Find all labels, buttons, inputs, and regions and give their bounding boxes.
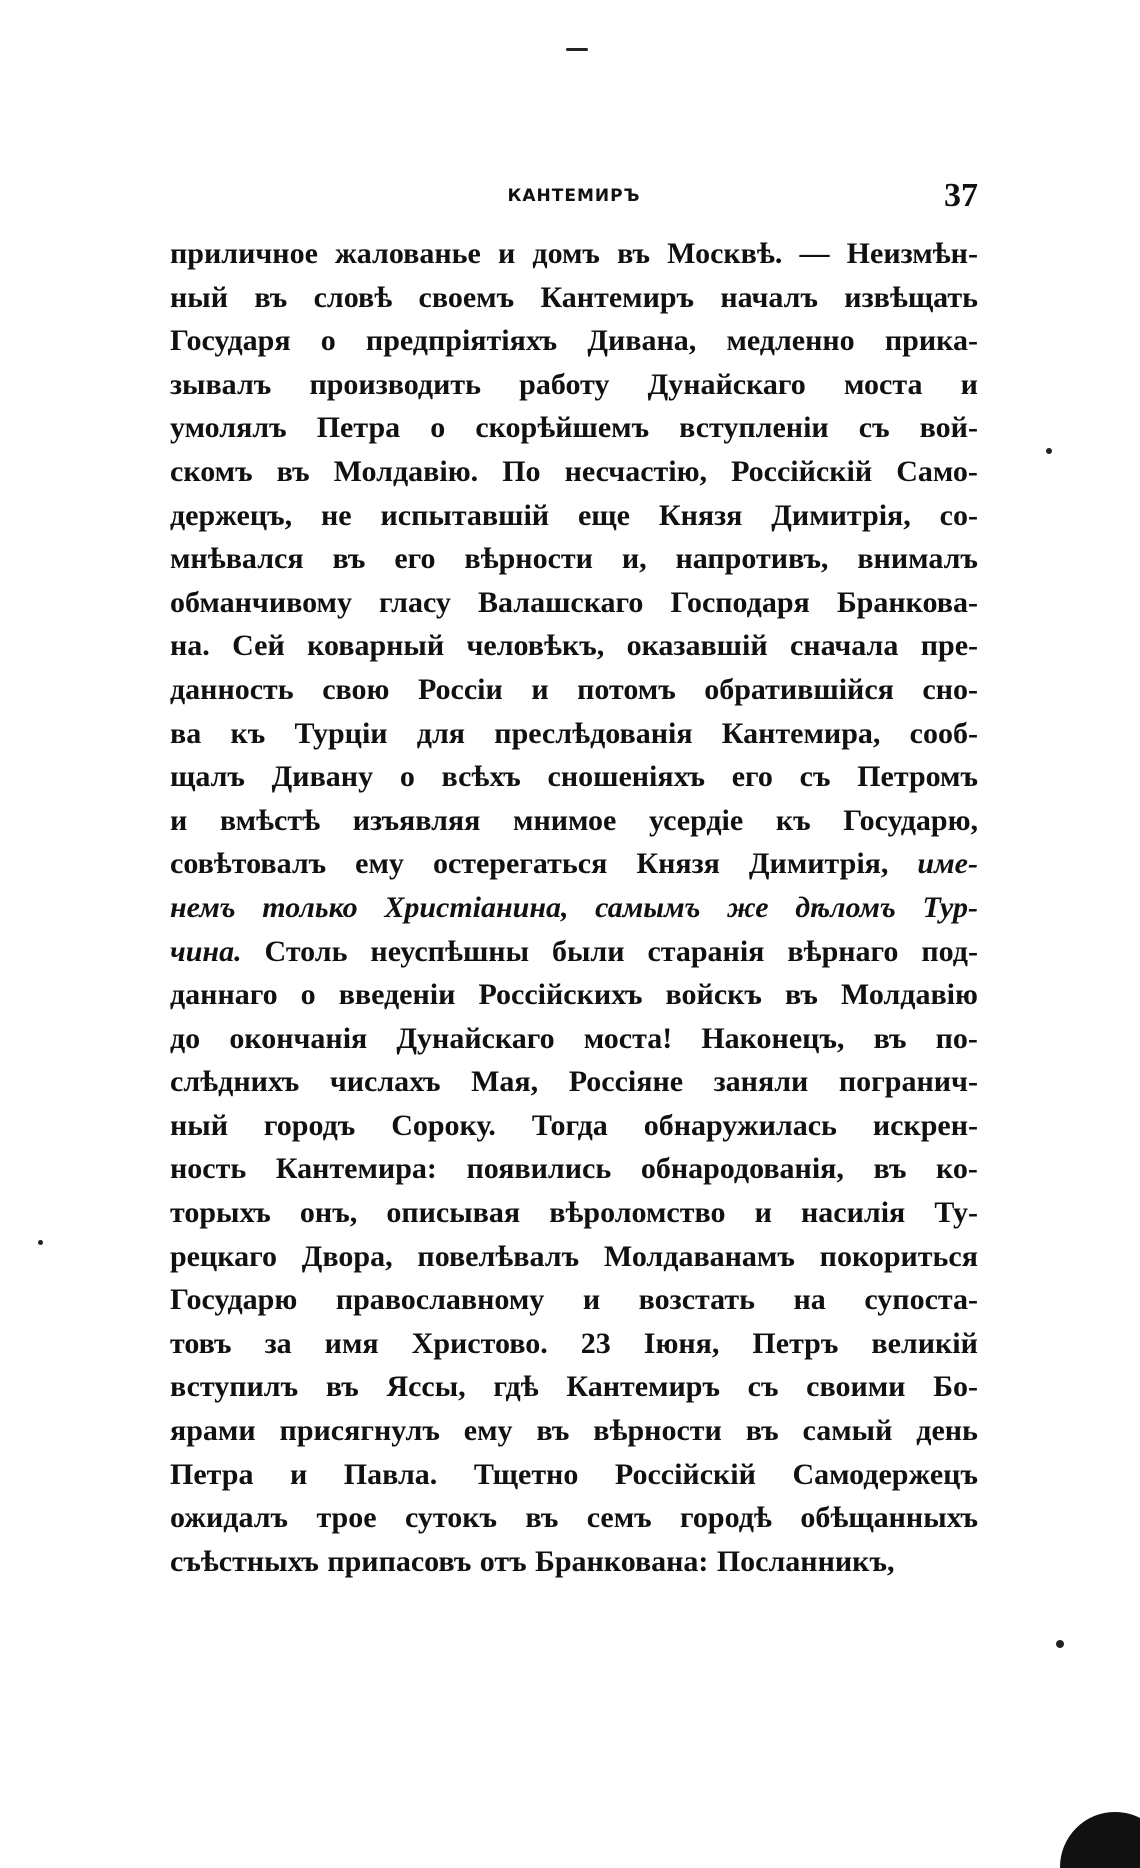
word: обратившійся	[704, 672, 894, 706]
word: зывалъ	[170, 367, 272, 401]
word: немъ	[170, 890, 236, 924]
word: присягнулъ	[279, 1414, 440, 1448]
text-line	[170, 1322, 978, 1366]
text-line	[170, 1191, 978, 1235]
word: коварный	[307, 629, 445, 663]
text-line	[170, 973, 978, 1017]
text-line	[170, 1104, 978, 1148]
word: торыхъ	[170, 1196, 271, 1230]
scan-speck	[1046, 448, 1052, 454]
word: за	[264, 1326, 292, 1360]
word: съѣстныхъ	[170, 1544, 319, 1578]
word: въ	[276, 454, 310, 488]
word: ожидалъ	[170, 1501, 289, 1535]
word: сначала	[789, 629, 899, 663]
word: Іюня,	[643, 1326, 720, 1360]
word: со-	[939, 498, 978, 532]
word: Неизмѣн-	[846, 237, 978, 270]
word: обнародованія,	[640, 1152, 844, 1186]
word: пре-	[920, 629, 978, 663]
word: Бранкова-	[836, 585, 978, 619]
word: въ	[332, 542, 366, 576]
word: Тогда	[531, 1108, 608, 1142]
word: ему	[355, 847, 404, 881]
text-line	[170, 668, 978, 712]
word: супоста-	[864, 1283, 978, 1317]
word: самымъ	[595, 890, 701, 924]
word: въ	[873, 1021, 907, 1055]
word: Петра	[170, 1457, 254, 1491]
word: о	[399, 760, 415, 794]
word: Молдавію	[840, 978, 978, 1012]
word: свою	[322, 672, 390, 706]
word: Двора,	[301, 1239, 393, 1273]
word: вѣрности	[464, 542, 593, 576]
word: онъ,	[299, 1196, 358, 1230]
word: въ	[784, 978, 818, 1012]
word: Россійскій	[614, 1457, 756, 1491]
word: Государю	[170, 1283, 298, 1317]
word: насилія	[801, 1196, 906, 1230]
word: Молдавію.	[333, 454, 479, 488]
word: съ	[858, 411, 890, 445]
word: о	[300, 978, 316, 1012]
word: въ	[325, 1370, 359, 1404]
word: Яссы,	[386, 1370, 466, 1404]
word: день	[916, 1414, 978, 1448]
word: Христово.	[411, 1326, 548, 1360]
word: Самодержецъ	[792, 1457, 978, 1491]
word: моста	[844, 367, 923, 401]
word: вступилъ	[170, 1370, 299, 1404]
word: ему	[463, 1414, 513, 1448]
word: несчастію,	[564, 454, 708, 488]
word: данность	[170, 672, 294, 706]
word: ность	[170, 1152, 247, 1186]
word: его	[731, 760, 773, 794]
word: для	[416, 716, 466, 750]
word: товъ	[170, 1326, 232, 1360]
word: на	[793, 1283, 826, 1317]
page-number: 37	[944, 177, 978, 214]
word: Россійскій	[731, 454, 873, 488]
word: вмѣстѣ	[219, 803, 321, 837]
word: Кантемира,	[721, 716, 881, 750]
word: Сороку.	[391, 1108, 496, 1142]
word: рецкаго	[170, 1239, 277, 1273]
word: Мая,	[471, 1065, 539, 1099]
word: жалованье	[335, 237, 481, 270]
word: и	[289, 1457, 308, 1491]
word: не	[321, 498, 352, 532]
word: неуспѣшны	[370, 934, 529, 968]
word: Столь	[264, 934, 348, 968]
text-line	[170, 581, 978, 625]
word: обнаружилась	[643, 1108, 837, 1142]
word: скорѣйшемъ	[475, 411, 650, 445]
word: мнѣвался	[170, 542, 304, 576]
word: городъ	[263, 1108, 356, 1142]
text-line	[170, 450, 978, 494]
word: Бо-	[933, 1370, 978, 1404]
word: въ	[254, 280, 288, 314]
word: Димитрія,	[748, 847, 889, 881]
word: Валашскаго	[477, 585, 644, 619]
word: усердіе	[649, 803, 744, 837]
word: и	[960, 367, 978, 401]
word: предпріятіяхъ	[365, 324, 558, 358]
text-line	[170, 1147, 978, 1191]
word: мнимое	[513, 803, 617, 837]
text-line	[170, 494, 978, 538]
word: человѣкъ,	[466, 629, 605, 663]
word: скомъ	[170, 454, 253, 488]
word: къ	[775, 803, 811, 837]
word: появились	[466, 1152, 612, 1186]
word: великій	[871, 1326, 978, 1360]
word: Государю,	[843, 803, 978, 837]
word: ва	[170, 716, 202, 750]
word: началъ	[720, 280, 818, 314]
word: введеніи	[338, 978, 456, 1012]
word: покориться	[819, 1239, 978, 1273]
text-line	[170, 276, 978, 320]
text-line	[170, 232, 978, 276]
word: повелѣвалъ	[417, 1239, 580, 1273]
word: окончанія	[229, 1021, 368, 1055]
word: Само-	[896, 454, 978, 488]
word: въ	[525, 1501, 559, 1535]
text-line	[170, 1060, 978, 1104]
word: и,	[621, 542, 647, 576]
word: о	[430, 411, 446, 445]
text-line	[170, 1235, 978, 1279]
word: даннаго	[170, 978, 278, 1012]
word: Тщетно	[473, 1457, 579, 1491]
text-line	[170, 537, 978, 581]
word: извѣщать	[844, 280, 978, 314]
text-line	[170, 1453, 978, 1497]
word: всѣхъ	[441, 760, 521, 794]
word: име-	[917, 847, 978, 881]
word: Дивану	[271, 760, 374, 794]
word: православному	[335, 1283, 545, 1317]
word: Россіяне	[568, 1065, 684, 1099]
word: до	[170, 1021, 201, 1055]
word: совѣтовалъ	[170, 847, 327, 881]
word: Турціи	[294, 716, 388, 750]
word: Князя	[658, 498, 743, 532]
word: Князя	[636, 847, 720, 881]
word: под-	[921, 934, 978, 968]
word: Россіи	[417, 672, 503, 706]
word: въ	[873, 1152, 907, 1186]
word: и	[497, 237, 516, 270]
word: и	[170, 803, 188, 837]
word: Наконецъ,	[701, 1021, 845, 1055]
word: ный	[170, 280, 228, 314]
word: Дунайскаго	[647, 367, 806, 401]
word: сооб-	[909, 716, 978, 750]
word: на.	[170, 629, 210, 663]
word: держецъ,	[170, 498, 293, 532]
word: медленно	[726, 324, 855, 358]
word: городѣ	[680, 1501, 772, 1535]
word: погранич-	[838, 1065, 978, 1099]
word: Павла.	[343, 1457, 438, 1491]
word: производить	[309, 367, 481, 401]
word: же	[727, 890, 769, 924]
word: Молдаванамъ	[603, 1239, 795, 1273]
word: съ	[799, 760, 831, 794]
word: числахъ	[329, 1065, 441, 1099]
text-line	[170, 1540, 978, 1584]
text-line	[170, 755, 978, 799]
word: искрен-	[872, 1108, 978, 1142]
word: трое	[316, 1501, 377, 1535]
word: его	[394, 542, 436, 576]
text-line	[170, 712, 978, 756]
text-line	[170, 799, 978, 843]
word: Дунайскаго	[396, 1021, 555, 1055]
word: вѣрности	[593, 1414, 722, 1448]
word: ко-	[936, 1152, 978, 1186]
word: потомъ	[577, 672, 676, 706]
word: и	[531, 672, 549, 706]
word: гласу	[379, 585, 451, 619]
word: дѣломъ	[795, 890, 896, 924]
word: Бранкована:	[535, 1544, 709, 1578]
word: описывая	[386, 1196, 521, 1230]
word: словѣ	[313, 280, 393, 314]
word: сутокъ	[404, 1501, 497, 1535]
running-title: КАНТЕМИРЪ	[507, 186, 641, 206]
word: Дивана,	[587, 324, 697, 358]
word: заняли	[713, 1065, 809, 1099]
body-text	[170, 232, 978, 1583]
word: съ	[747, 1370, 779, 1404]
scan-speck	[566, 48, 588, 51]
word: внималъ	[857, 542, 978, 576]
word: войскъ	[665, 978, 762, 1012]
word: Петромъ	[857, 760, 978, 794]
word: Кантемира:	[275, 1152, 437, 1186]
text-line	[170, 1365, 978, 1409]
word: ный	[170, 1108, 228, 1142]
text-line	[170, 1278, 978, 1322]
word: Христіанина,	[384, 890, 569, 924]
text-line	[170, 930, 978, 974]
word: въ	[536, 1414, 570, 1448]
text-line	[170, 406, 978, 450]
word: Москвѣ.	[667, 237, 783, 270]
word: слѣднихъ	[170, 1065, 300, 1099]
text-line	[170, 1409, 978, 1453]
text-line	[170, 319, 978, 363]
word: работу	[519, 367, 610, 401]
word: и	[754, 1196, 772, 1230]
word: Государя	[170, 324, 291, 358]
word: Ту-	[934, 1196, 978, 1230]
word: своими	[806, 1370, 906, 1404]
word: Петръ	[752, 1326, 839, 1360]
word: Тур-	[922, 890, 978, 924]
text-line	[170, 886, 978, 930]
word: въ	[617, 237, 651, 270]
word: старанія	[647, 934, 765, 968]
word: о	[320, 324, 336, 358]
text-line	[170, 624, 978, 668]
word: 23	[580, 1326, 611, 1360]
word: еще	[577, 498, 630, 532]
word: прика-	[884, 324, 978, 358]
word: Петра	[316, 411, 401, 445]
text-line	[170, 363, 978, 407]
word: —	[799, 237, 830, 270]
word: отъ	[479, 1544, 527, 1578]
word: изъявляя	[352, 803, 481, 837]
text-line	[170, 842, 978, 886]
word: моста!	[583, 1021, 673, 1055]
word: въ	[745, 1414, 779, 1448]
word: Россійскихъ	[478, 978, 643, 1012]
word: испытавшій	[380, 498, 550, 532]
word: Господаря	[670, 585, 810, 619]
word: сношеніяхъ	[547, 760, 705, 794]
word: вѣроломство	[549, 1196, 726, 1230]
word: домъ	[532, 237, 600, 270]
text-line	[170, 1017, 978, 1061]
scan-blot	[1060, 1812, 1140, 1868]
running-head	[170, 176, 978, 216]
word: вступленіи	[679, 411, 829, 445]
scan-speck	[1056, 1640, 1064, 1648]
word: гдѣ	[493, 1370, 539, 1404]
word: сно-	[922, 672, 978, 706]
word: умолялъ	[170, 411, 287, 445]
word: и	[582, 1283, 601, 1317]
word: были	[551, 934, 625, 968]
word: Посланникъ,	[716, 1544, 895, 1578]
word: щалъ	[170, 760, 245, 794]
word: семъ	[586, 1501, 652, 1535]
word: обѣщанныхъ	[800, 1501, 978, 1535]
word: Сей	[232, 629, 285, 663]
word: только	[262, 890, 358, 924]
word: къ	[230, 716, 266, 750]
word: оказавшій	[626, 629, 768, 663]
word: Димитрія,	[771, 498, 911, 532]
text-line	[170, 1496, 978, 1540]
word: по-	[935, 1021, 978, 1055]
word: По	[502, 454, 541, 488]
word: Кантемиръ	[566, 1370, 720, 1404]
word: преслѣдованія	[494, 716, 693, 750]
word: Кантемиръ	[540, 280, 695, 314]
word: приличное	[170, 237, 318, 270]
scan-speck	[38, 1240, 43, 1245]
word: чина.	[170, 934, 242, 968]
word: вѣрнаго	[787, 934, 899, 968]
word: остерегаться	[432, 847, 608, 881]
word: напротивъ,	[675, 542, 829, 576]
word: возстать	[638, 1283, 755, 1317]
word: обманчивому	[170, 585, 352, 619]
word: вой-	[919, 411, 978, 445]
word: самый	[802, 1414, 893, 1448]
word: своемъ	[418, 280, 515, 314]
word: припасовъ	[327, 1544, 472, 1578]
word: имя	[324, 1326, 379, 1360]
word: ярами	[170, 1414, 256, 1448]
